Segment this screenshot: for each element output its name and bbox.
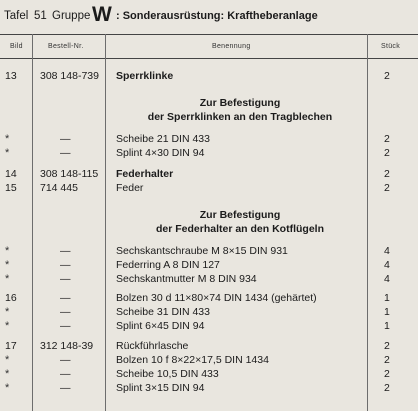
row-bestell-nr: — (60, 259, 71, 271)
row-bestell-nr: — (60, 368, 71, 380)
row-bild: 16 (5, 292, 17, 304)
row-stueck: 4 (384, 245, 390, 257)
section-heading-line2: der Federhalter an den Kotflügeln (155, 223, 325, 235)
row-benennung: Splint 6×45 DIN 94 (116, 320, 205, 332)
title-tafel: Tafel (4, 10, 29, 22)
row-bild: 17 (5, 340, 17, 352)
row-benennung: Scheibe 31 DIN 433 (116, 306, 210, 318)
row-bestell-nr: — (60, 306, 71, 318)
row-bild: * (5, 259, 10, 271)
row-stueck: 2 (384, 340, 390, 352)
section-heading-line1: Zur Befestigung (199, 209, 281, 221)
title-group-letter: W (92, 3, 112, 26)
row-bild: * (5, 147, 10, 159)
header-top-rule (0, 34, 418, 35)
row-bild: * (5, 368, 10, 380)
row-bild: * (5, 273, 10, 285)
row-stueck: 2 (384, 168, 390, 180)
row-benennung: Bolzen 30 d 11×80×74 DIN 1434 (gehärtet) (116, 292, 317, 304)
row-bestell-nr: — (60, 382, 71, 394)
row-bild: 13 (5, 70, 17, 82)
row-stueck: 2 (384, 147, 390, 159)
row-benennung: Rückführlasche (116, 340, 189, 352)
row-stueck: 2 (384, 382, 390, 394)
row-bild: * (5, 245, 10, 257)
row-stueck: 1 (384, 292, 390, 304)
row-stueck: 2 (384, 368, 390, 380)
title-gruppe: Gruppe (52, 10, 91, 22)
row-bild: 15 (5, 182, 17, 194)
row-benennung: Splint 3×15 DIN 94 (116, 382, 205, 394)
row-stueck: 2 (384, 354, 390, 366)
title-tafel-number: 51 (34, 10, 47, 22)
row-bild: * (5, 382, 10, 394)
row-bestell-nr: 312 148-39 (40, 340, 94, 352)
row-benennung: Sechskantmutter M 8 DIN 934 (116, 273, 257, 285)
row-stueck: 2 (384, 70, 390, 82)
row-bestell-nr: 714 445 (40, 182, 78, 194)
section-heading-line2: der Sperrklinken an den Tragblechen (147, 111, 333, 123)
row-stueck: 2 (384, 182, 390, 194)
header-benennung: Benennung (212, 43, 251, 50)
header-bottom-rule (0, 58, 418, 59)
row-benennung: Feder (116, 182, 144, 194)
column-divider (105, 34, 106, 411)
row-stueck: 4 (384, 259, 390, 271)
row-bestell-nr: — (60, 273, 71, 285)
row-bestell-nr: 308 148-115 (40, 168, 99, 180)
row-bestell-nr: — (60, 320, 71, 332)
header-bestell-nr: Bestell-Nr. (48, 43, 84, 50)
section-heading-line1: Zur Befestigung (199, 97, 281, 109)
column-divider (32, 34, 33, 411)
row-bild: * (5, 320, 10, 332)
row-bestell-nr: — (60, 147, 71, 159)
header-stueck: Stück (381, 43, 401, 50)
row-bestell-nr: — (60, 292, 71, 304)
row-bestell-nr: — (60, 245, 71, 257)
row-benennung: Splint 4×30 DIN 94 (116, 147, 205, 159)
title-subtitle: : Sonderausrüstung: Kraftheberanlage (116, 10, 318, 22)
row-stueck: 2 (384, 133, 390, 145)
row-benennung: Bolzen 10 f 8×22×17,5 DIN 1434 (116, 354, 269, 366)
row-benennung: Scheibe 21 DIN 433 (116, 133, 210, 145)
header-bild: Bild (10, 43, 23, 50)
row-stueck: 1 (384, 320, 390, 332)
row-bestell-nr: — (60, 133, 71, 145)
row-benennung: Federhalter (116, 168, 174, 180)
row-bild: * (5, 133, 10, 145)
row-stueck: 4 (384, 273, 390, 285)
row-bestell-nr: 308 148-739 (40, 70, 99, 82)
row-benennung: Sperrklinke (116, 70, 174, 82)
row-bild: 14 (5, 168, 17, 180)
row-benennung: Scheibe 10,5 DIN 433 (116, 368, 219, 380)
row-bild: * (5, 354, 10, 366)
row-benennung: Sechskantschraube M 8×15 DIN 931 (116, 245, 288, 257)
row-benennung: Federring A 8 DIN 127 (116, 259, 220, 271)
row-bild: * (5, 306, 10, 318)
row-stueck: 1 (384, 306, 390, 318)
row-bestell-nr: — (60, 354, 71, 366)
